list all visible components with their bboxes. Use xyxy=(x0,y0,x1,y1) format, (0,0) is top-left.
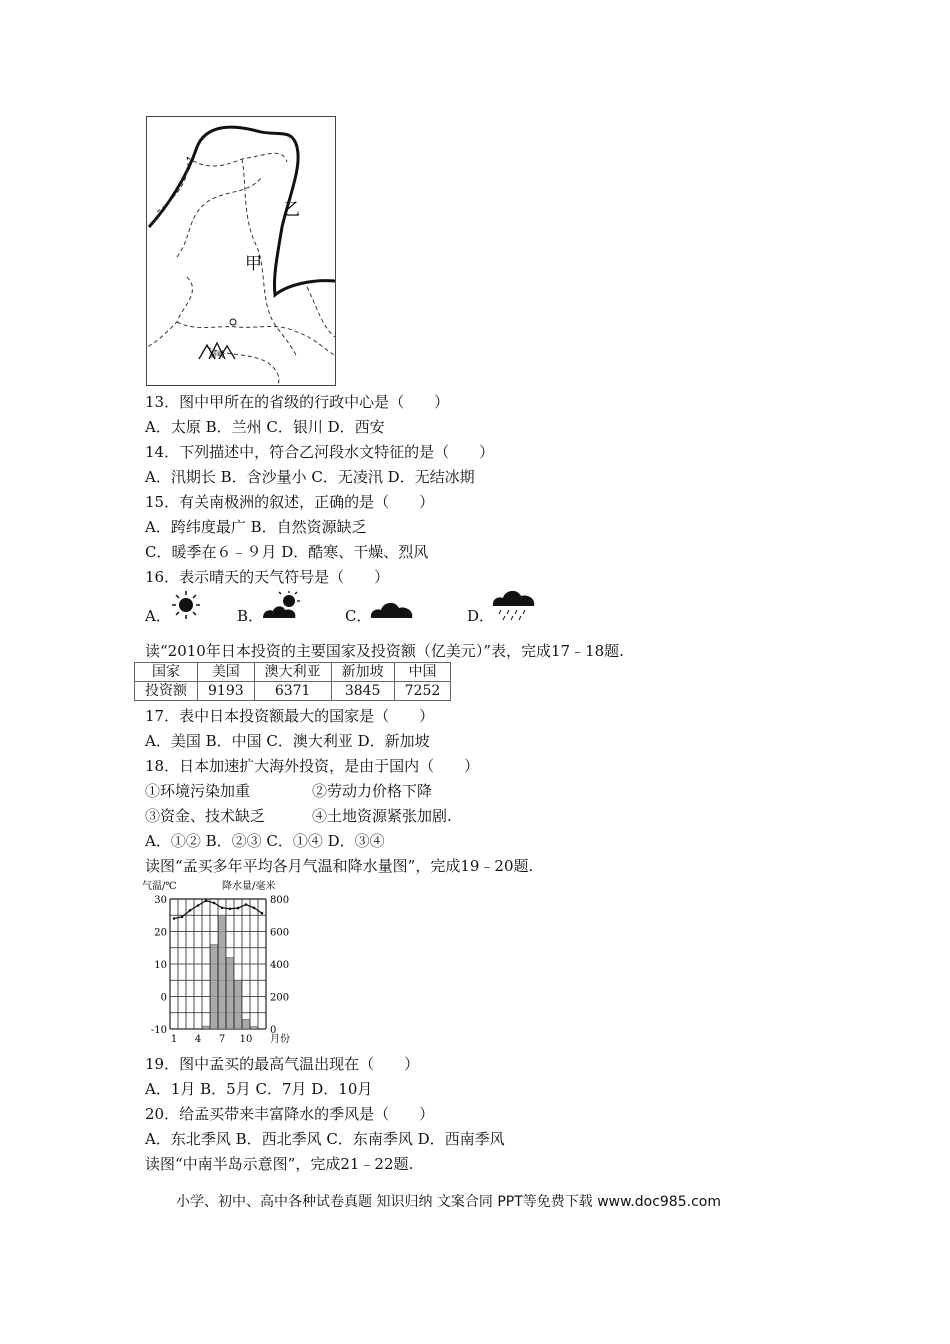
table-cell: 中国 xyxy=(394,663,451,682)
precip-bar xyxy=(243,1019,250,1029)
precip-tick-label: 400 xyxy=(270,960,290,971)
precip-tick-label: 0 xyxy=(270,1025,277,1036)
x-tick-label: 4 xyxy=(194,1034,202,1045)
climate-chart xyxy=(140,877,310,1049)
table-cell: 3845 xyxy=(331,682,394,701)
table-row xyxy=(135,663,451,682)
temp-point xyxy=(213,902,216,905)
q16-options xyxy=(145,588,565,628)
precip-bar xyxy=(211,945,218,1030)
precip-bar xyxy=(203,1026,210,1029)
x-tick-label: 7 xyxy=(218,1034,226,1045)
precip-bar xyxy=(235,980,242,1029)
table-cell: 7252 xyxy=(394,682,451,701)
chart-ylabel: 气温/℃ xyxy=(142,881,177,892)
table-cell: 美国 xyxy=(198,663,255,682)
table-cell: 新加坡 xyxy=(331,663,394,682)
region-map-drawing xyxy=(147,117,335,385)
q15-options-2: C．暖季在６﹣９月 D．酷寒、干燥、烈风 xyxy=(145,543,429,561)
precip-bar xyxy=(227,958,234,1030)
q16-option-a xyxy=(145,588,215,628)
map-label-jia: 甲 xyxy=(245,254,262,274)
table-cell: 9193 xyxy=(198,682,255,701)
temp-tick-label: -10 xyxy=(150,1025,167,1036)
footer-text: 小学、初中、高中各种试卷真题 知识归纳 文案合同 PPT等免费下载 www.doc985.com xyxy=(176,1194,721,1210)
q16-stem: 16．表示晴天的天气符号是（ ） xyxy=(145,568,390,586)
q18-options: A．①② B．②③ C．①④ D．③④ xyxy=(145,832,385,850)
q19-stem: 19．图中孟买的最高气温出现在（ ） xyxy=(145,1055,420,1073)
table-cell: 澳大利亚 xyxy=(254,663,331,682)
q16-option-c xyxy=(345,588,425,628)
q20-options: A．东北季风 B．西北季风 C．东南季风 D．西南季风 xyxy=(145,1130,505,1148)
temp-point xyxy=(237,907,240,910)
region-map xyxy=(146,116,336,386)
q15-stem: 15．有关南极洲的叙述，正确的是（ ） xyxy=(145,493,435,511)
table-row-label: 投资额 xyxy=(135,682,198,701)
q20-stem: 20．给孟买带来丰富降水的季风是（ ） xyxy=(145,1105,435,1123)
q17-stem: 17．表中日本投资额最大的国家是（ ） xyxy=(145,707,435,725)
precip-bar xyxy=(251,1027,258,1029)
cloud-sun-icon xyxy=(261,590,301,620)
q18-item-3: ③资金、技术缺乏 xyxy=(145,807,266,825)
chart-grid xyxy=(170,899,266,1029)
intro-17-18: 读“2010年日本投资的主要国家及投资额（亿美元）”表，完成17﹣18题. xyxy=(145,642,624,660)
investment-table xyxy=(134,662,451,701)
intro-21-22: 读图“中南半岛示意图”，完成21﹣22题. xyxy=(145,1155,414,1173)
q14-options: A．汛期长 B．含沙量小 C．无凌汛 D．无结冰期 xyxy=(145,468,475,486)
q14-stem: 14．下列描述中，符合乙河段水文特征的是（ ） xyxy=(145,443,495,461)
precip-tick-label: 800 xyxy=(270,895,290,906)
climate-chart-svg xyxy=(140,877,310,1049)
precip-tick-label: 200 xyxy=(270,992,290,1004)
q18-item-4: ④土地资源紧张加剧. xyxy=(312,807,452,825)
chart-xlabel: 月份 xyxy=(270,1034,290,1045)
temp-point xyxy=(173,917,176,920)
temp-point xyxy=(253,906,256,909)
x-tick-label: 1 xyxy=(170,1034,178,1045)
temp-point xyxy=(181,916,184,919)
temp-point xyxy=(189,909,192,912)
q16-option-c-label: C． xyxy=(345,607,372,625)
temp-tick-label: 10 xyxy=(154,960,167,971)
q17-options: A．美国 B．中国 C．澳大利亚 D．新加坡 xyxy=(145,732,430,750)
temp-point xyxy=(245,903,248,906)
q19-options: A．1月 B．5月 C．7月 D．10月 xyxy=(145,1080,373,1098)
q16-option-d xyxy=(467,588,557,628)
q18-item-2: ②劳动力价格下降 xyxy=(312,782,433,800)
rain-cloud-icon xyxy=(491,588,537,622)
table-cell: 6371 xyxy=(254,682,331,701)
q13-options: A．太原 B．兰州 C．银川 D．西安 xyxy=(145,418,385,436)
q13-stem: 13．图中甲所在的省级的行政中心是（ ） xyxy=(145,393,450,411)
temp-point xyxy=(197,904,200,907)
temp-tick-label: 20 xyxy=(154,927,167,939)
q15-options-1: A．跨纬度最广 B．自然资源缺乏 xyxy=(145,518,367,536)
temp-tick-label: 0 xyxy=(160,992,167,1004)
sun-icon xyxy=(171,590,201,620)
map-label-yi: 乙 xyxy=(283,200,300,220)
q18-stem: 18．日本加速扩大海外投资，是由于国内（ ） xyxy=(145,757,480,775)
q16-option-b-label: B． xyxy=(237,607,264,625)
chart-y2label: 降水量/毫米 xyxy=(222,881,276,892)
map-label-mountain: 秦岭 xyxy=(209,350,225,359)
temp-point xyxy=(221,906,224,909)
precip-bar xyxy=(219,915,226,1029)
q16-option-d-label: D． xyxy=(467,607,495,625)
x-tick-label: 10 xyxy=(239,1034,253,1045)
table-header-label: 国家 xyxy=(135,663,198,682)
q18-item-1: ①环境污染加重 xyxy=(145,782,251,800)
cloud-icon xyxy=(369,596,415,620)
temp-point xyxy=(261,912,264,915)
temp-point xyxy=(205,899,208,902)
table-row xyxy=(135,682,451,701)
temp-point xyxy=(229,907,232,910)
q16-option-b xyxy=(237,588,317,628)
precip-tick-label: 600 xyxy=(270,927,290,939)
intro-19-20: 读图“孟买多年平均各月气温和降水量图”，完成19﹣20题. xyxy=(145,857,534,875)
q16-option-a-label: A． xyxy=(145,607,171,625)
temp-tick-label: 30 xyxy=(154,895,167,906)
